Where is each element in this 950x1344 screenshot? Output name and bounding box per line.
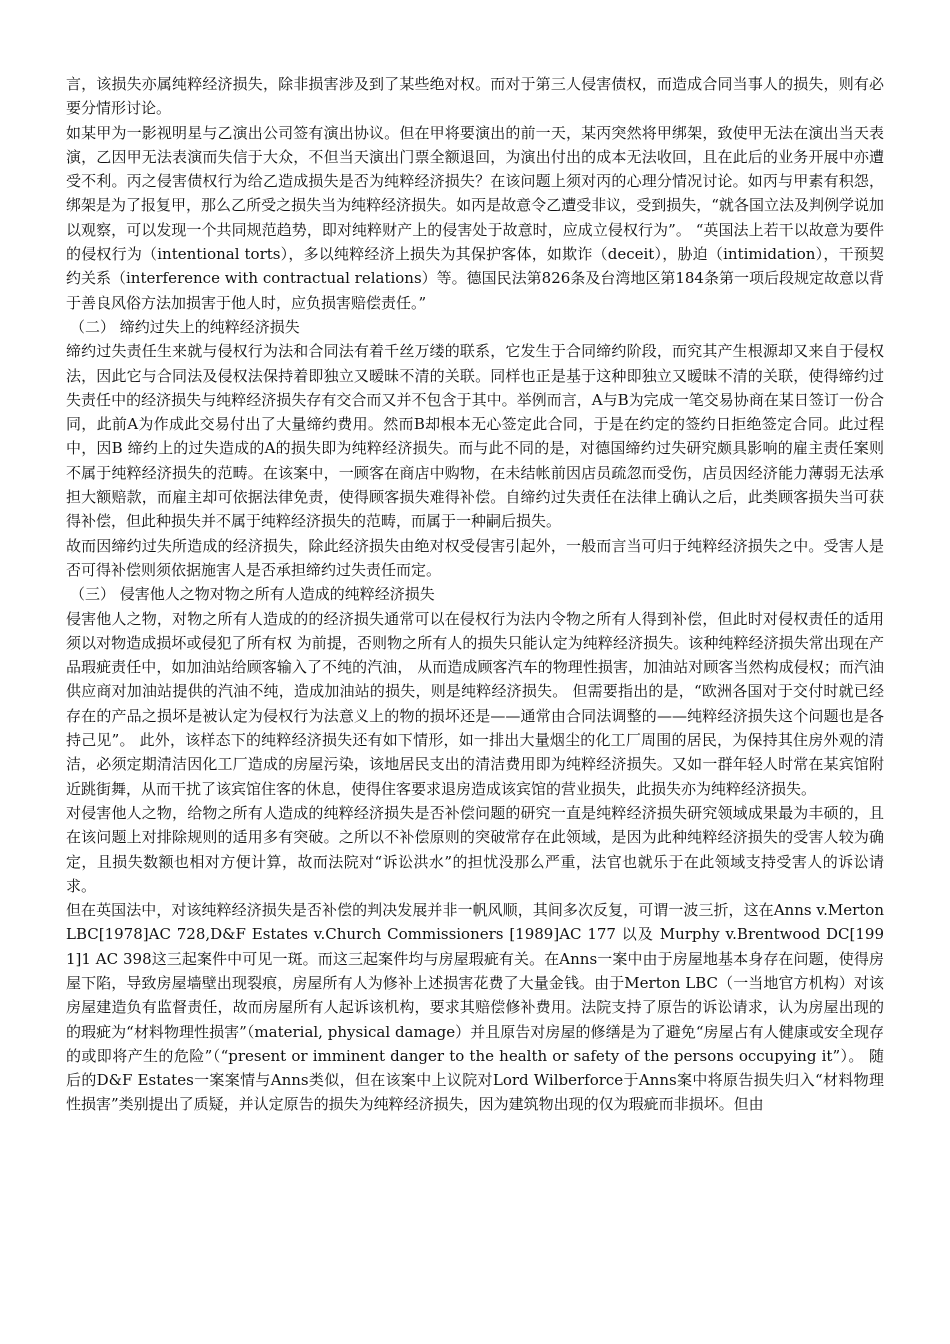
section-heading: （三） 侵害他人之物对物之所有人造成的纯粹经济损失 xyxy=(70,585,435,604)
paragraph: 侵害他人之物，对物之所有人造成的的经济损失通常可以在侵权行为法内令物之所有人得到补偿，但此时对侵权责任的适用须以对物造成损坏或侵犯了所有权 为前提，否则物之所有人的损失只能认定为纯粹经济损失。该种纯粹经济损失常出现在产品瑕疵责任中，如加油站给顾客输入了不纯的汽油， 从而造成顾客汽车的物理性损害，加油站对顾客当然构成侵权；而汽油供应商对加油站提供的汽油不纯，造成加油站的损失，则是纯粹经济损失。 但需要指出的是，“欧洲各国对于交付时就已经存在的产品之损坏是被认定为侵权行为法意义上的物的损坏还是——通常由合同法调整的——纯粹经济损失这个问题也是各持己见”。 此外，该样态下的纯粹经济损失还有如下情形，如一排出大量烟尘的化工厂周围的居民，为保持其住房外观的清洁，必须定期清洁因化工厂造成的房屋污染，该地居民支出的清洁费用即为纯粹经济损失。又如一群年轻人时常在某宾馆附近跳街舞，从而干扰了该宾馆住客的休息，使得住客要求退房造成该宾馆的营业损失，此损失亦为纯粹经济损失。 xyxy=(66,609,884,798)
paragraph: 如某甲为一影视明星与乙演出公司签有演出协议。但在甲将要演出的前一天，某丙突然将甲绑架，致使甲无法在演出当天表演，乙因甲无法表演而失信于大众，不但当天演出门票全额退回，为演出付出的成本无法收回，且在此后的业务开展中亦遭受不利。丙之侵害债权行为给乙造成损失是否为纯粹经济损失？在该问题上须对丙的心理分情况讨论。如丙与甲素有积怨，绑架是为了报复甲，那么乙所受之损失当为纯粹经济损失。如丙是故意令乙遭受非议，受到损失，“就各国立法及判例学说加以观察，可以发现一个共同规范趋势，即对纯粹财产上的侵害处于故意时，应成立侵权行为”。 “英国法上若干以故意为要件的侵权行为（intentional torts），多以纯粹经济上损失为其保护客体，如欺诈（deceit），胁迫（intimidation），干预契约关系（interference with contractual relations）等。德国民法第826条及台湾地区第184条第一项后段规定故意以背于善良风俗方法加损害于他人时，应负损害赔偿责任。” xyxy=(66,123,884,312)
paragraph: 但在英国法中，对该纯粹经济损失是否补偿的判决发展并非一帆风顺，其间多次反复，可谓一波三折，这在Anns v.Merton LBC[1978]AC 728,D&F Estates v.Church Commissioners [1989]AC 177 以及 Murphy v.Brentwood DC[1991]1 AC 398这三起案件中可见一斑。而这三起案件均与房屋瑕疵有关。在Anns一案中由于房屋地基本身存在问题，使得房屋下陷，导致房屋墙壁出现裂痕，房屋所有人为修补上述损害花费了大量金钱。由于Merton LBC（一当地官方机构）对该房屋建造负有监督责任，故而房屋所有人起诉该机构，要求其赔偿修补费用。法院支持了原告的诉讼请求，认为房屋出现的的瑕疵为“材料物理性损害”（material, physical damage）并且原告对房屋的修缮是为了避免“房屋占有人健康或安全现存的或即将产生的危险”（“present or imminent danger to the health or safety of the persons occupying it”）。 随后的D&F Estates一案案情与Anns类似，但在该案中上议院对Lord Wilberforce于Anns案中将原告损失归入“材料物理性损害”类别提出了质疑，并认定原告的损失为纯粹经济损失，因为建筑物出现的仅为瑕疵而非损坏。但由 xyxy=(66,901,884,1114)
paragraph: 缔约过失责任生来就与侵权行为法和合同法有着千丝万缕的联系，它发生于合同缔约阶段，而究其产生根源却又来自于侵权法，因此它与合同法及侵权法保持着即独立又暧昧不清的关联。同样也正是基于这种即独立又暧昧不清的关联，使得缔约过失责任中的经济损失与纯粹经济损失存有交合而又并不包含于其中。举例而言，A与B为完成一笔交易协商在某日签订一份合同，此前A为作成此交易付出了大量缔约费用。然而B却根本无心签定此合同，于是在约定的签约日拒绝签定合同。此过程中，因B 缔约上的过失造成的A的损失即为纯粹经济损失。而与此不同的是，对德国缔约过失研究颇具影响的雇主责任案则不属于纯粹经济损失的范畴。在该案中，一顾客在商店中购物，在未结帐前因店员疏忽而受伤，店员因经济能力薄弱无法承担大额赔款，而雇主却可依据法律免责，使得顾客损失难得补偿。自缔约过失责任在法律上确认之后，此类顾客损失当可获得补偿，但此种损失并不属于纯粹经济损失的范畴，而属于一种嗣后损失。 xyxy=(66,342,884,531)
paragraph: 言，该损失亦属纯粹经济损失，除非损害涉及到了某些绝对权。而对于第三人侵害债权，而造成合同当事人的损失，则有必要分情形讨论。 xyxy=(66,75,884,118)
paragraph: 对侵害他人之物，给物之所有人造成的纯粹经济损失是否补偿问题的研究一直是纯粹经济损失研究领域成果最为丰硕的，且在该问题上对排除规则的适用多有突破。之所以不补偿原则的突破常存在此领域，是因为此种纯粹经济损失的受害人较为确定，且损失数额也相对方便计算，故而法院对“诉讼洪水”的担忧没那么严重，法官也就乐于在此领域支持受害人的诉讼请求。 xyxy=(66,803,884,895)
section-heading: （二） 缔约过失上的纯粹经济损失 xyxy=(70,317,300,336)
paragraph: 故而因缔约过失所造成的经济损失，除此经济损失由绝对权受侵害引起外，一般而言当可归于纯粹经济损失之中。受害人是否可得补偿则须依据施害人是否承担缔约过失责任而定。 xyxy=(66,536,884,579)
